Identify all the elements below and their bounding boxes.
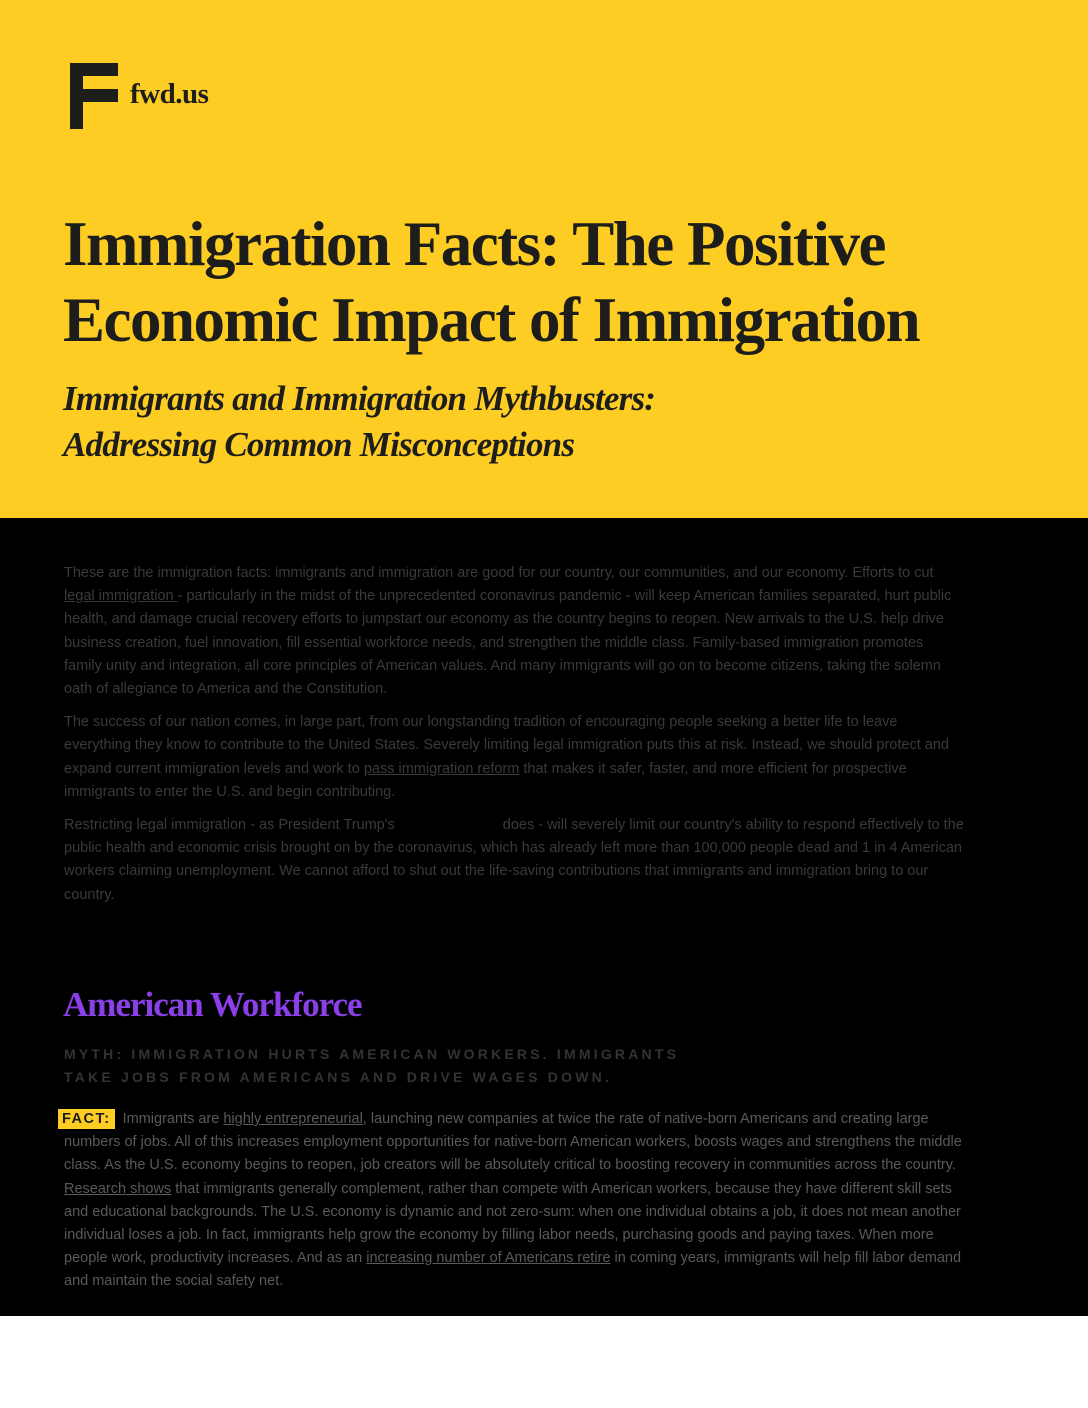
intro-paragraph [64,814,964,907]
intro-text [64,562,964,917]
page-title [63,206,1053,358]
americans-retire-link[interactable]: increasing number of Americans retire [366,1250,611,1267]
myth-line: MYTH: IMMIGRATION HURTS AMERICAN WORKERS. IMMIGRANTS [64,1046,680,1062]
pass-immigration-reform-link[interactable]: pass immigration reform [363,760,520,777]
brand-name: fwd.us [130,78,209,110]
legal-immigration-link[interactable]: legal immigration [64,588,178,605]
highly-entrepreneurial-link[interactable]: highly entrepreneurial [223,1111,363,1127]
text: Restricting legal immigration - as President Trump's [64,817,395,834]
text: that makes it safer, faster, and more efficient for prospective immigrants to enter the U.S. and begin contributing. [64,760,907,800]
myth-statement [64,1043,764,1089]
subtitle-line: Addressing Common Misconceptions [63,425,575,464]
subtitle-line: Immigrants and Immigration Mythbusters: [63,379,656,418]
intro-paragraph [64,562,964,701]
research-shows-link[interactable]: Research shows [64,1180,172,1197]
text: The success of our nation comes, in large part, from our longstanding tradition of encouraging people seeking a better life to leave everything they know to contribute to the United States. Severely limiting legal immigration puts this at risk. Instead, we should protect and expand current immigration levels and work to [64,714,949,777]
text: , launching new companies at twice the rate of native-born Americans and creating large numbers of jobs. All of this increases employment opportunities for native-born American workers, boosts wages and strengthens the middle class. As the U.S. economy begins to reopen, job creators will be absolutely critical to boosting recovery in communities across the country. [64,1111,962,1174]
page-subtitle [63,376,1053,468]
section-heading: American Workforce [63,985,362,1024]
fwd-logo-icon [70,63,118,129]
title-line: Economic Impact of Immigration [63,285,920,355]
text: - particularly in the midst of the unprecedented coronavirus pandemic - will keep American families separated, hurt public health, and damage crucial recovery efforts to jumpstart our economy as the country begins to reopen. New arrivals to the U.S. help drive business creation, fuel innovation, fill essential workforce needs, and strengthen the middle class. Family-based immigration promotes family unity and integration, all core principles of American values. And many immigrants will go on to become citizens, taking the solemn oath of allegiance to America and the Constitution. [64,588,952,698]
fact-paragraph [64,1108,964,1294]
text: that immigrants generally complement, rather than compete with American workers, because they have different skill sets and educational backgrounds. The U.S. economy is dynamic and not zero-sum: when one individual obtains a job, it does not mean another individual loses a job. In fact, immigrants help grow the economy by filling labor needs, purchasing goods and paying taxes. When more people work, productivity increases. And as an [64,1180,961,1267]
text: Immigrants are [118,1111,224,1127]
text: in coming years, immigrants will help fill labor demand and maintain the social safety net. [64,1250,962,1290]
myth-line: TAKE JOBS FROM AMERICANS AND DRIVE WAGES DOWN. [64,1069,613,1085]
header-banner [0,0,1088,518]
intro-paragraph [64,711,964,804]
text: These are the immigration facts: immigrants and immigration are good for our country, our communities, and our economy. Efforts to cut [64,565,934,581]
text: does - will severely limit our country's ability to respond effectively to the public health and economic crisis brought on by the coronavirus, which has already left more than 100,000 people dead and 1 in 4 American workers claiming unemployment. We cannot afford to shut out the life-saving contributions that immigrants and immigration bring to our country. [64,817,964,903]
title-line: Immigration Facts: The Positive [63,209,885,279]
fact-badge: FACT: [58,1109,115,1129]
